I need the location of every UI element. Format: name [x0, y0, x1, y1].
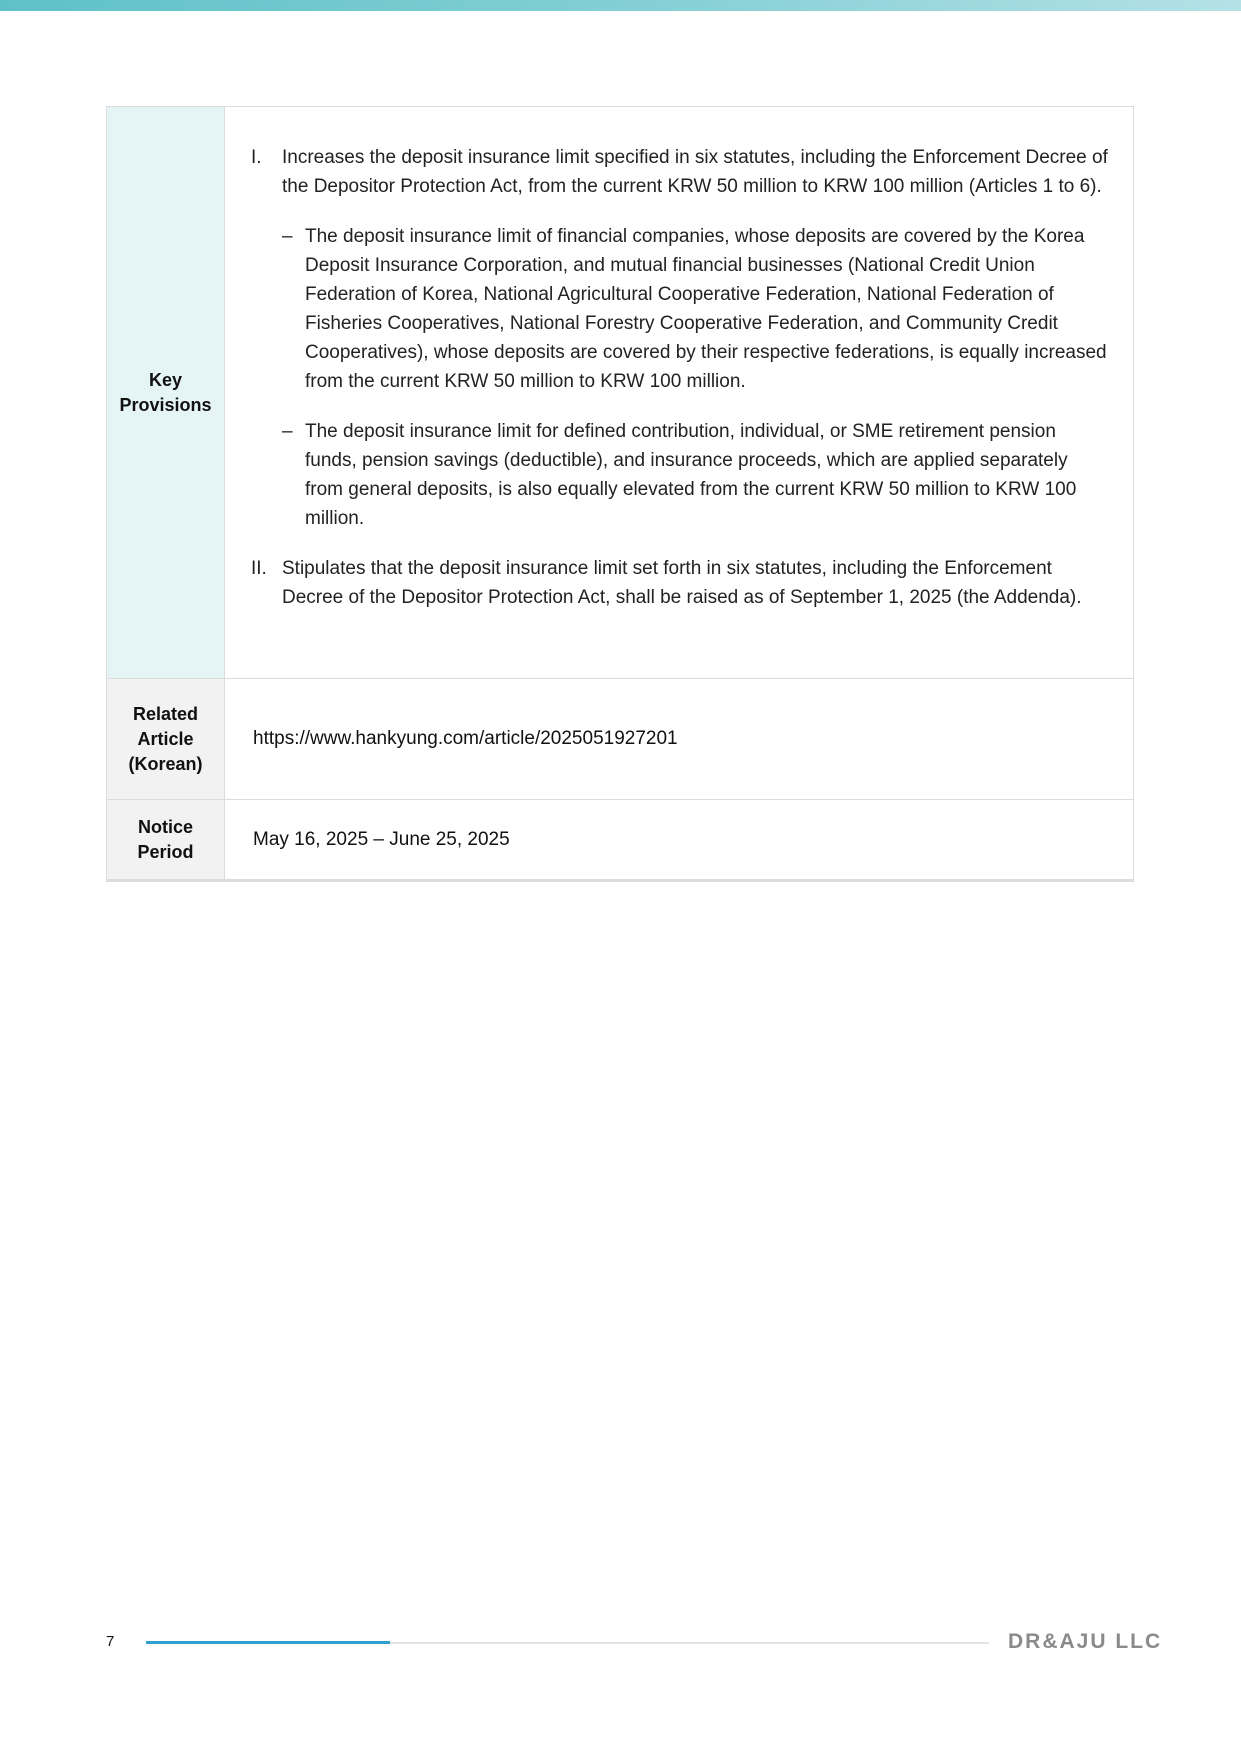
related-article-content	[225, 679, 1133, 799]
related-article-label-line: (Korean)	[128, 753, 203, 774]
page-number: 7	[106, 1633, 115, 1650]
provision-subitem	[282, 417, 1109, 533]
provision-subitem-text: The deposit insurance limit for defined contribution, individual, or SME retirement pension funds, pension savings (deductible), and insurance proceeds, which are applied separately from general deposits, is also equally elevated from the current KRW 50 million to KRW 100 million.	[305, 421, 1077, 529]
notice-period-content	[225, 800, 1133, 879]
dash-marker: –	[282, 226, 293, 247]
info-table	[106, 106, 1134, 882]
provision-item	[251, 554, 1109, 612]
provision-marker: I.	[251, 147, 262, 168]
top-accent-bar	[0, 0, 1241, 11]
footer-progress-fill	[146, 1641, 390, 1644]
notice-period-label-line: Notice	[137, 816, 193, 837]
provision-marker: II.	[251, 558, 267, 579]
provision-text: Increases the deposit insurance limit specified in six statutes, including the Enforcement Decree of the Depositor Protection Act, from the current KRW 50 million to KRW 100 million (Articles 1 to 6).	[282, 147, 1108, 197]
notice-period-value: May 16, 2025 – June 25, 2025	[253, 828, 510, 850]
provision-item	[251, 143, 1109, 201]
footer-progress-track	[146, 1642, 989, 1644]
notice-period-label	[107, 800, 225, 879]
footer-brand-logo: DR&AJU LLC	[1008, 1630, 1163, 1653]
key-provisions-label	[107, 107, 225, 678]
key-provisions-content	[225, 107, 1133, 678]
related-article-row	[107, 678, 1133, 799]
notice-period-label-line: Period	[137, 841, 194, 862]
dash-marker: –	[282, 421, 293, 442]
key-provisions-label-text: Key Provisions	[119, 369, 212, 415]
provision-subitem-text: The deposit insurance limit of financial companies, whose deposits are covered by the Korea Deposit Insurance Corporation, and mutual financial businesses (National Credit Union Federation of Korea, National Agricultural Cooperative Federation, National Federation of Fisheries Cooperatives, National Forestry Cooperative Federation, and Community Credit Cooperatives), whose deposits are covered by their respective federations, is equally increased from the current KRW 50 million to KRW 100 million.	[305, 226, 1107, 392]
provision-subitem	[282, 222, 1109, 396]
notice-period-row	[107, 799, 1133, 879]
provision-text: Stipulates that the deposit insurance limit set forth in six statutes, including the Enforcement Decree of the Depositor Protection Act, shall be raised as of September 1, 2025 (the Addenda).	[282, 558, 1082, 608]
related-article-label-line: Related	[132, 703, 198, 724]
related-article-link[interactable]: https://www.hankyung.com/article/2025051927201	[253, 728, 678, 749]
key-provisions-row	[107, 107, 1133, 678]
related-article-label-line: Article	[137, 728, 194, 749]
related-article-label	[107, 679, 225, 799]
